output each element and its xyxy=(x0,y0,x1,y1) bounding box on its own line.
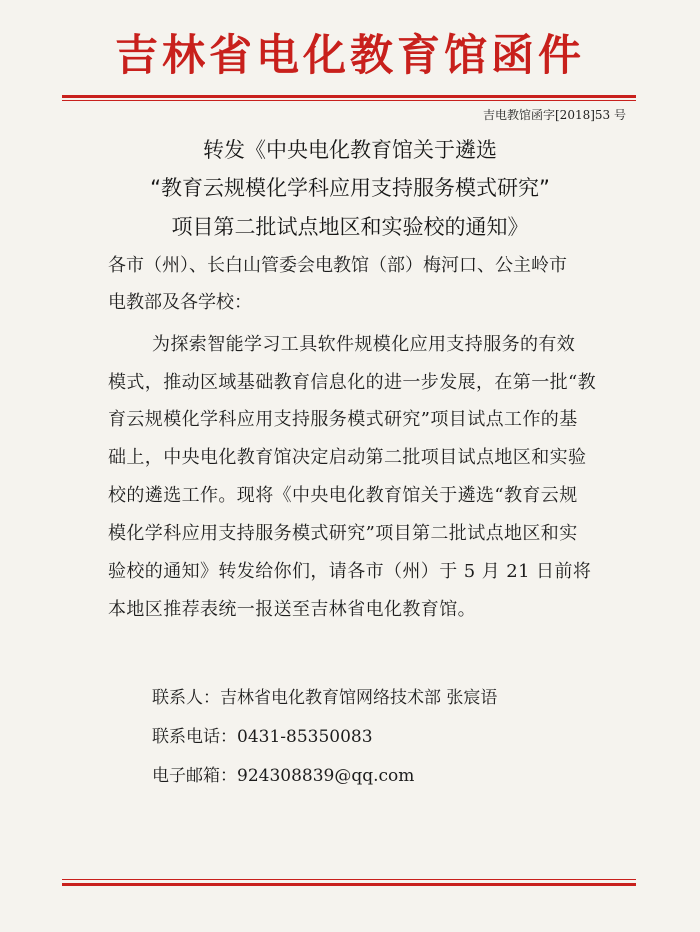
notice-title-line-1: 转发《中央电化教育馆关于遴选 xyxy=(203,138,497,162)
notice-title-line-2: “教育云规模化学科应用支持服务模式研究” xyxy=(150,176,550,200)
notice-title-line-3: 项目第二批试点地区和实验校的通知》 xyxy=(171,215,529,239)
body-line-6: 模化学科应用支持服务模式研究”项目第二批试点地区和实 xyxy=(108,523,578,544)
body-line-8: 本地区推荐表统一报送至吉林省电化教育馆。 xyxy=(108,599,476,620)
document-number: 吉电教馆函字[2018]53 号 xyxy=(483,108,626,122)
body-line-5: 校的遴选工作。现将《中央电化教育馆关于遴选“教育云规 xyxy=(108,485,578,506)
body-line-3: 育云规模化学科应用支持服务模式研究”项目试点工作的基 xyxy=(108,409,578,430)
recipient-line-1: 各市（州）、长白山管委会电教馆（部）梅河口、公主岭市 xyxy=(108,255,567,276)
recipient-line-2: 电教部及各学校： xyxy=(108,292,252,313)
letterhead-rule-thick xyxy=(62,95,636,98)
contact-person: 联系人：吉林省电化教育馆网络技术部 张宸语 xyxy=(152,688,498,708)
footer-rule-thin xyxy=(62,879,636,880)
body-line-1: 为探索智能学习工具软件规模化应用支持服务的有效 xyxy=(152,334,576,355)
letterhead-rule-thin xyxy=(62,100,636,101)
body-line-7: 验校的通知》转发给你们，请各市（州）于 5 月 21 日前将 xyxy=(108,561,592,582)
letterhead-title: 吉林省电化教育馆函件 xyxy=(115,31,585,81)
contact-email: 电子邮箱：924308839@qq.com xyxy=(152,766,415,786)
body-line-2: 模式，推动区域基础教育信息化的进一步发展，在第一批“教 xyxy=(108,372,596,393)
footer-rule-thick xyxy=(62,883,636,886)
contact-phone: 联系电话：0431-85350083 xyxy=(152,727,373,747)
body-line-4: 础上，中央电化教育馆决定启动第二批项目试点地区和实验 xyxy=(108,447,587,468)
